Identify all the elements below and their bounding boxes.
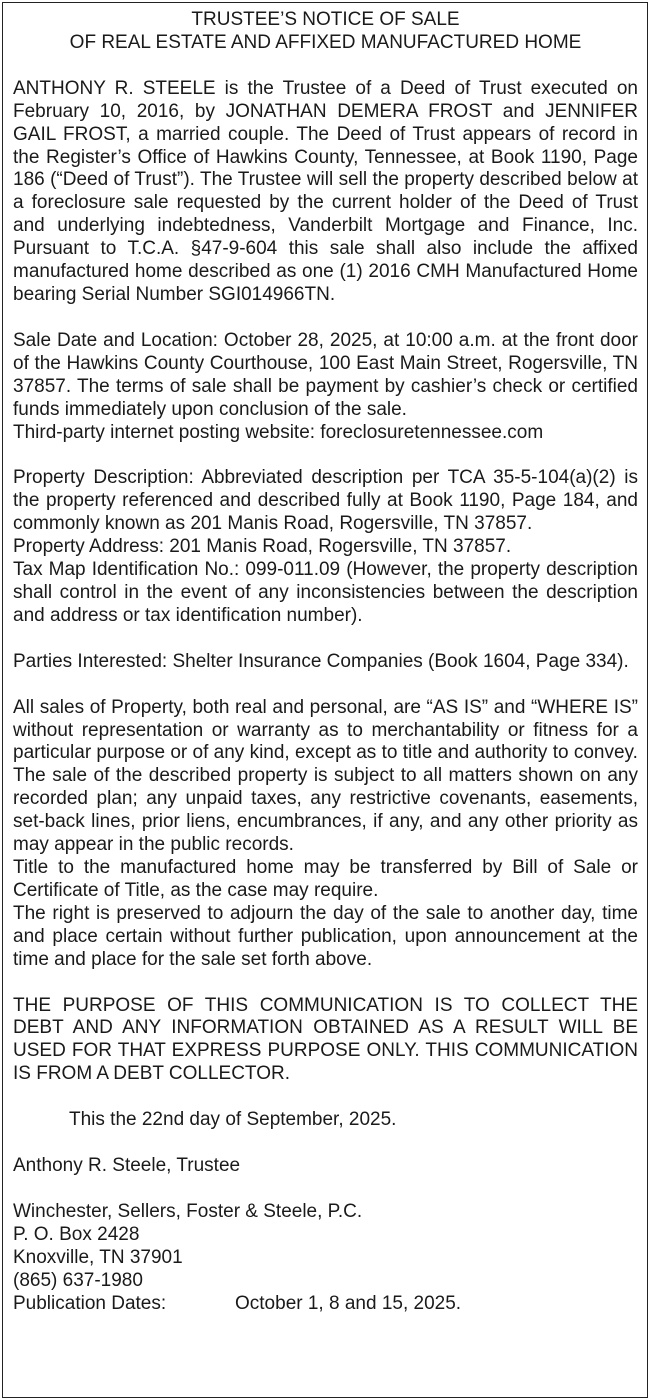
title-transfer-terms: Title to the manufactured home may be transferred by Bill of Sale or Certificate of Title, as the case may require. — [13, 857, 638, 901]
as-is-terms: All sales of Property, both real and personal, are “AS IS” and “WHERE IS” without representation or warranty as to merchantability or fitness for a particular purpose or of any kind, except as to title and authority to convey. — [13, 696, 638, 764]
internet-posting-website: Third-party internet posting website: foreclosuretennessee.com — [13, 421, 544, 443]
firm-phone: (865) 637-1980 — [13, 1269, 143, 1291]
notice-title — [13, 9, 638, 55]
firm-po-box: P. O. Box 2428 — [13, 1223, 140, 1245]
firm-name: Winchester, Sellers, Foster & Steele, P.C. — [13, 1200, 363, 1222]
title-line-2: OF REAL ESTATE AND AFFIXED MANUFACTURED HOME — [69, 31, 582, 53]
adjourn-terms: The right is preserved to adjourn the day of the sale to another day, time and place certain without further publication, upon announcement at the time and place for the sale set forth above. — [13, 902, 638, 970]
publication-label: Publication Dates: — [13, 1292, 167, 1314]
title-line-1: TRUSTEE’S NOTICE OF SALE — [191, 9, 460, 30]
firm-city: Knoxville, TN 37901 — [13, 1246, 183, 1268]
parties-interested: Parties Interested: Shelter Insurance Companies (Book 1604, Page 334). — [13, 650, 629, 672]
debt-collector-notice: THE PURPOSE OF THIS COMMUNICATION IS TO COLLECT THE DEBT AND ANY INFORMATION OBTAINED AS A RESULT WILL BE USED FOR THAT EXPRESS PURPOSE ONLY. THIS COMMUNICATION IS FROM A DEBT COLLECTOR. — [13, 994, 638, 1085]
subject-to-terms: The sale of the described property is subject to all matters shown on any recorded plan; any unpaid taxes, any restrictive covenants, easements, set-back lines, prior liens, encumbrances, if any, and any other priority as may appear in the public records. — [13, 765, 638, 856]
publication-dates-value: October 1, 8 and 15, 2025. — [235, 1292, 462, 1314]
tax-map-id: Tax Map Identification No.: 099-011.09 (However, the property description shall control in the event of any inconsistencies between the description and address or tax identification number). — [13, 559, 638, 626]
property-address: Property Address: 201 Manis Road, Rogersville, TN 37857. — [13, 536, 512, 558]
intro-paragraph: ANTHONY R. STEELE is the Trustee of a Deed of Trust executed on February 10, 2016, by JONATHAN DEMERA FROST and JENNIFER GAIL FROST, a married couple. The Deed of Trust appears of record in the Register’s Office of Hawkins County, Tennessee, at Book 1190, Page 186 (“Deed of Trust”). The Trustee will sell the property described below at a foreclosure sale requested by the current holder of the Deed of Trust and underlying indebtedness, Vanderbilt Mortgage and Finance, Inc. Pursuant to T.C.A. §47-9-604 this sale shall also include the affixed manufactured home described as one (1) 2016 CMH Manufactured Home bearing Serial Number SGI014966TN. — [13, 77, 638, 305]
sale-date-location: Sale Date and Location: October 28, 2025, at 10:00 a.m. at the front door of the Hawkins County Courthouse, 100 East Main Street, Rogersville, TN 37857. The terms of sale shall be payment by cashier’s check or certified funds immediately upon conclusion of the sale. — [13, 329, 638, 420]
dated-line: This the 22nd day of September, 2025. — [69, 1109, 397, 1131]
legal-notice — [2, 2, 648, 1398]
publication-dates — [13, 1293, 638, 1316]
property-description: Property Description: Abbreviated description per TCA 35-5-104(a)(2) is the property referenced and described fully at Book 1190, Page 184, and commonly known as 201 Manis Road, Rogersville, TN 37857. — [13, 467, 638, 535]
trustee-signature: Anthony R. Steele, Trustee — [13, 1155, 241, 1177]
